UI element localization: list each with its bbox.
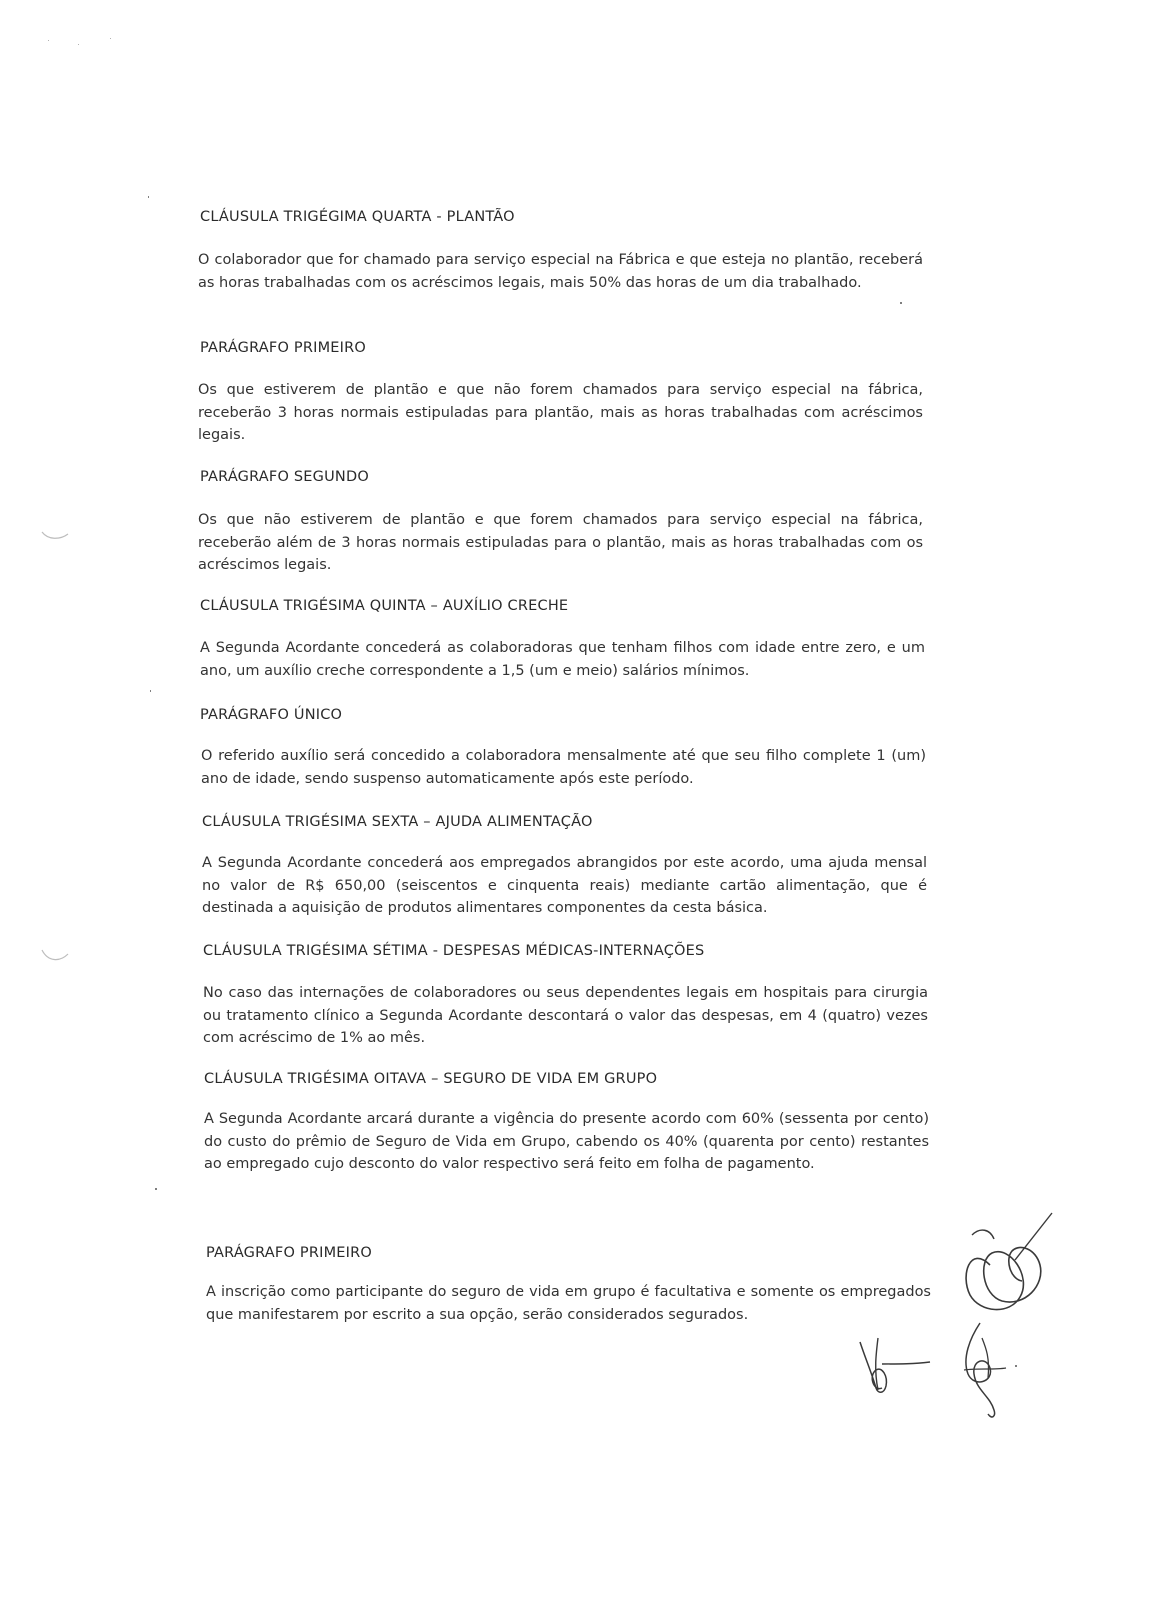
scan-speck xyxy=(110,38,111,39)
scan-speck xyxy=(1015,1365,1017,1367)
clause-34-paragraph-2-heading: PARÁGRAFO SEGUNDO xyxy=(200,469,369,485)
scan-speck xyxy=(155,1188,157,1190)
clause-34-paragraph-2-text: Os que não estiverem de plantão e que forem chamados para serviço especial na fábrica, receberão além de 3 horas normais estipuladas para o plantão, mais as horas trabalhadas com os acréscimos legais. xyxy=(198,512,923,573)
clause-34-paragraph-1 xyxy=(200,337,935,359)
clause-38-body-block xyxy=(204,1108,929,1176)
clause-34-paragraph-2 xyxy=(200,466,935,488)
clause-34-paragraph-1-heading: PARÁGRAFO PRIMEIRO xyxy=(200,340,367,356)
signature-initials-top-right xyxy=(950,1205,1060,1325)
clause-38 xyxy=(204,1068,939,1090)
clause-38-text: A Segunda Acordante arcará durante a vigência do presente acordo com 60% (sessenta por cento) do custo do prêmio de Seguro de Vida em Grupo, cabendo os 40% (quarenta por cento) restantes ao empregado cujo desconto do valor respectivo será feito em folha de pagamento. xyxy=(204,1111,929,1172)
clause-38-paragraph-1 xyxy=(206,1242,941,1264)
clause-34-body-block xyxy=(198,249,923,294)
clause-36-text: A Segunda Acordante concederá aos empregados abrangidos por este acordo, uma ajuda mensal no valor de R$ 650,00 (seiscentos e cinquenta reais) mediante cartão alimentação, que é destinada a aquisição de produtos alimentares componentes da cesta básica. xyxy=(202,855,927,916)
clause-35-paragraph-unique-text: O referido auxílio será concedido a colaboradora mensalmente até que seu filho complete 1 (um) ano de idade, sendo suspenso automaticamente após este período. xyxy=(201,748,926,787)
clause-34 xyxy=(200,206,935,228)
clause-38-heading: CLÁUSULA TRIGÉSIMA OITAVA – SEGURO DE VIDA EM GRUPO xyxy=(204,1071,658,1087)
clause-36-heading: CLÁUSULA TRIGÉSIMA SEXTA – AJUDA ALIMENTAÇÃO xyxy=(202,814,593,830)
scan-speck xyxy=(148,196,149,198)
clause-35-heading: CLÁUSULA TRIGÉSIMA QUINTA – AUXÍLIO CRECHE xyxy=(200,598,569,614)
clause-38-paragraph-1-text: A inscrição como participante do seguro de vida em grupo é facultativa e somente os empregados que manifestarem por escrito a sua opção, serão considerados segurados. xyxy=(206,1284,931,1323)
clause-35-body-block xyxy=(200,637,925,682)
clause-37-heading: CLÁUSULA TRIGÉSIMA SÉTIMA - DESPESAS MÉDICAS-INTERNAÇÕES xyxy=(203,943,705,959)
clause-38-paragraph-1-body-block xyxy=(206,1281,931,1326)
scan-speck xyxy=(900,302,902,304)
scan-speck xyxy=(78,44,79,45)
clause-37-text: No caso das internações de colaboradores ou seus dependentes legais em hospitais para cirurgia ou tratamento clínico a Segunda Acordante descontará o valor das despesas, em 4 (quatro) vezes com acréscimo de 1% ao mês. xyxy=(203,985,928,1046)
clause-36 xyxy=(202,811,937,833)
signature-initials-bottom-left xyxy=(852,1330,942,1400)
clause-37 xyxy=(203,940,938,962)
clause-35-paragraph-unique-heading: PARÁGRAFO ÚNICO xyxy=(200,707,343,723)
clause-34-heading: CLÁUSULA TRIGÉGIMA QUARTA - PLANTÃO xyxy=(200,209,515,225)
scan-speck xyxy=(48,40,49,41)
clause-34-text: O colaborador que for chamado para serviço especial na Fábrica e que esteja no plantão, receberá as horas trabalhadas com os acréscimos legais, mais 50% das horas de um dia trabalhado. xyxy=(198,252,923,291)
margin-mark-1 xyxy=(40,528,70,544)
clause-35 xyxy=(200,595,935,617)
scan-speck xyxy=(150,690,151,692)
clause-35-paragraph-unique-body-block xyxy=(201,745,926,790)
signature-initials-bottom-right xyxy=(950,1318,1020,1423)
clause-35-paragraph-unique xyxy=(200,704,935,726)
clause-34-paragraph-1-text: Os que estiverem de plantão e que não forem chamados para serviço especial na fábrica, receberão 3 horas normais estipuladas para plantão, mais as horas trabalhadas com acréscimos legais. xyxy=(198,382,923,443)
clause-37-body-block xyxy=(203,982,928,1050)
clause-34-paragraph-2-body-block xyxy=(198,509,923,577)
clause-34-paragraph-1-body-block xyxy=(198,379,923,447)
clause-36-body-block xyxy=(202,852,927,920)
clause-35-text: A Segunda Acordante concederá as colaboradoras que tenham filhos com idade entre zero, e um ano, um auxílio creche correspondente a 1,5 (um e meio) salários mínimos. xyxy=(200,640,925,679)
clause-38-paragraph-1-heading: PARÁGRAFO PRIMEIRO xyxy=(206,1245,373,1261)
margin-mark-2 xyxy=(40,946,70,966)
